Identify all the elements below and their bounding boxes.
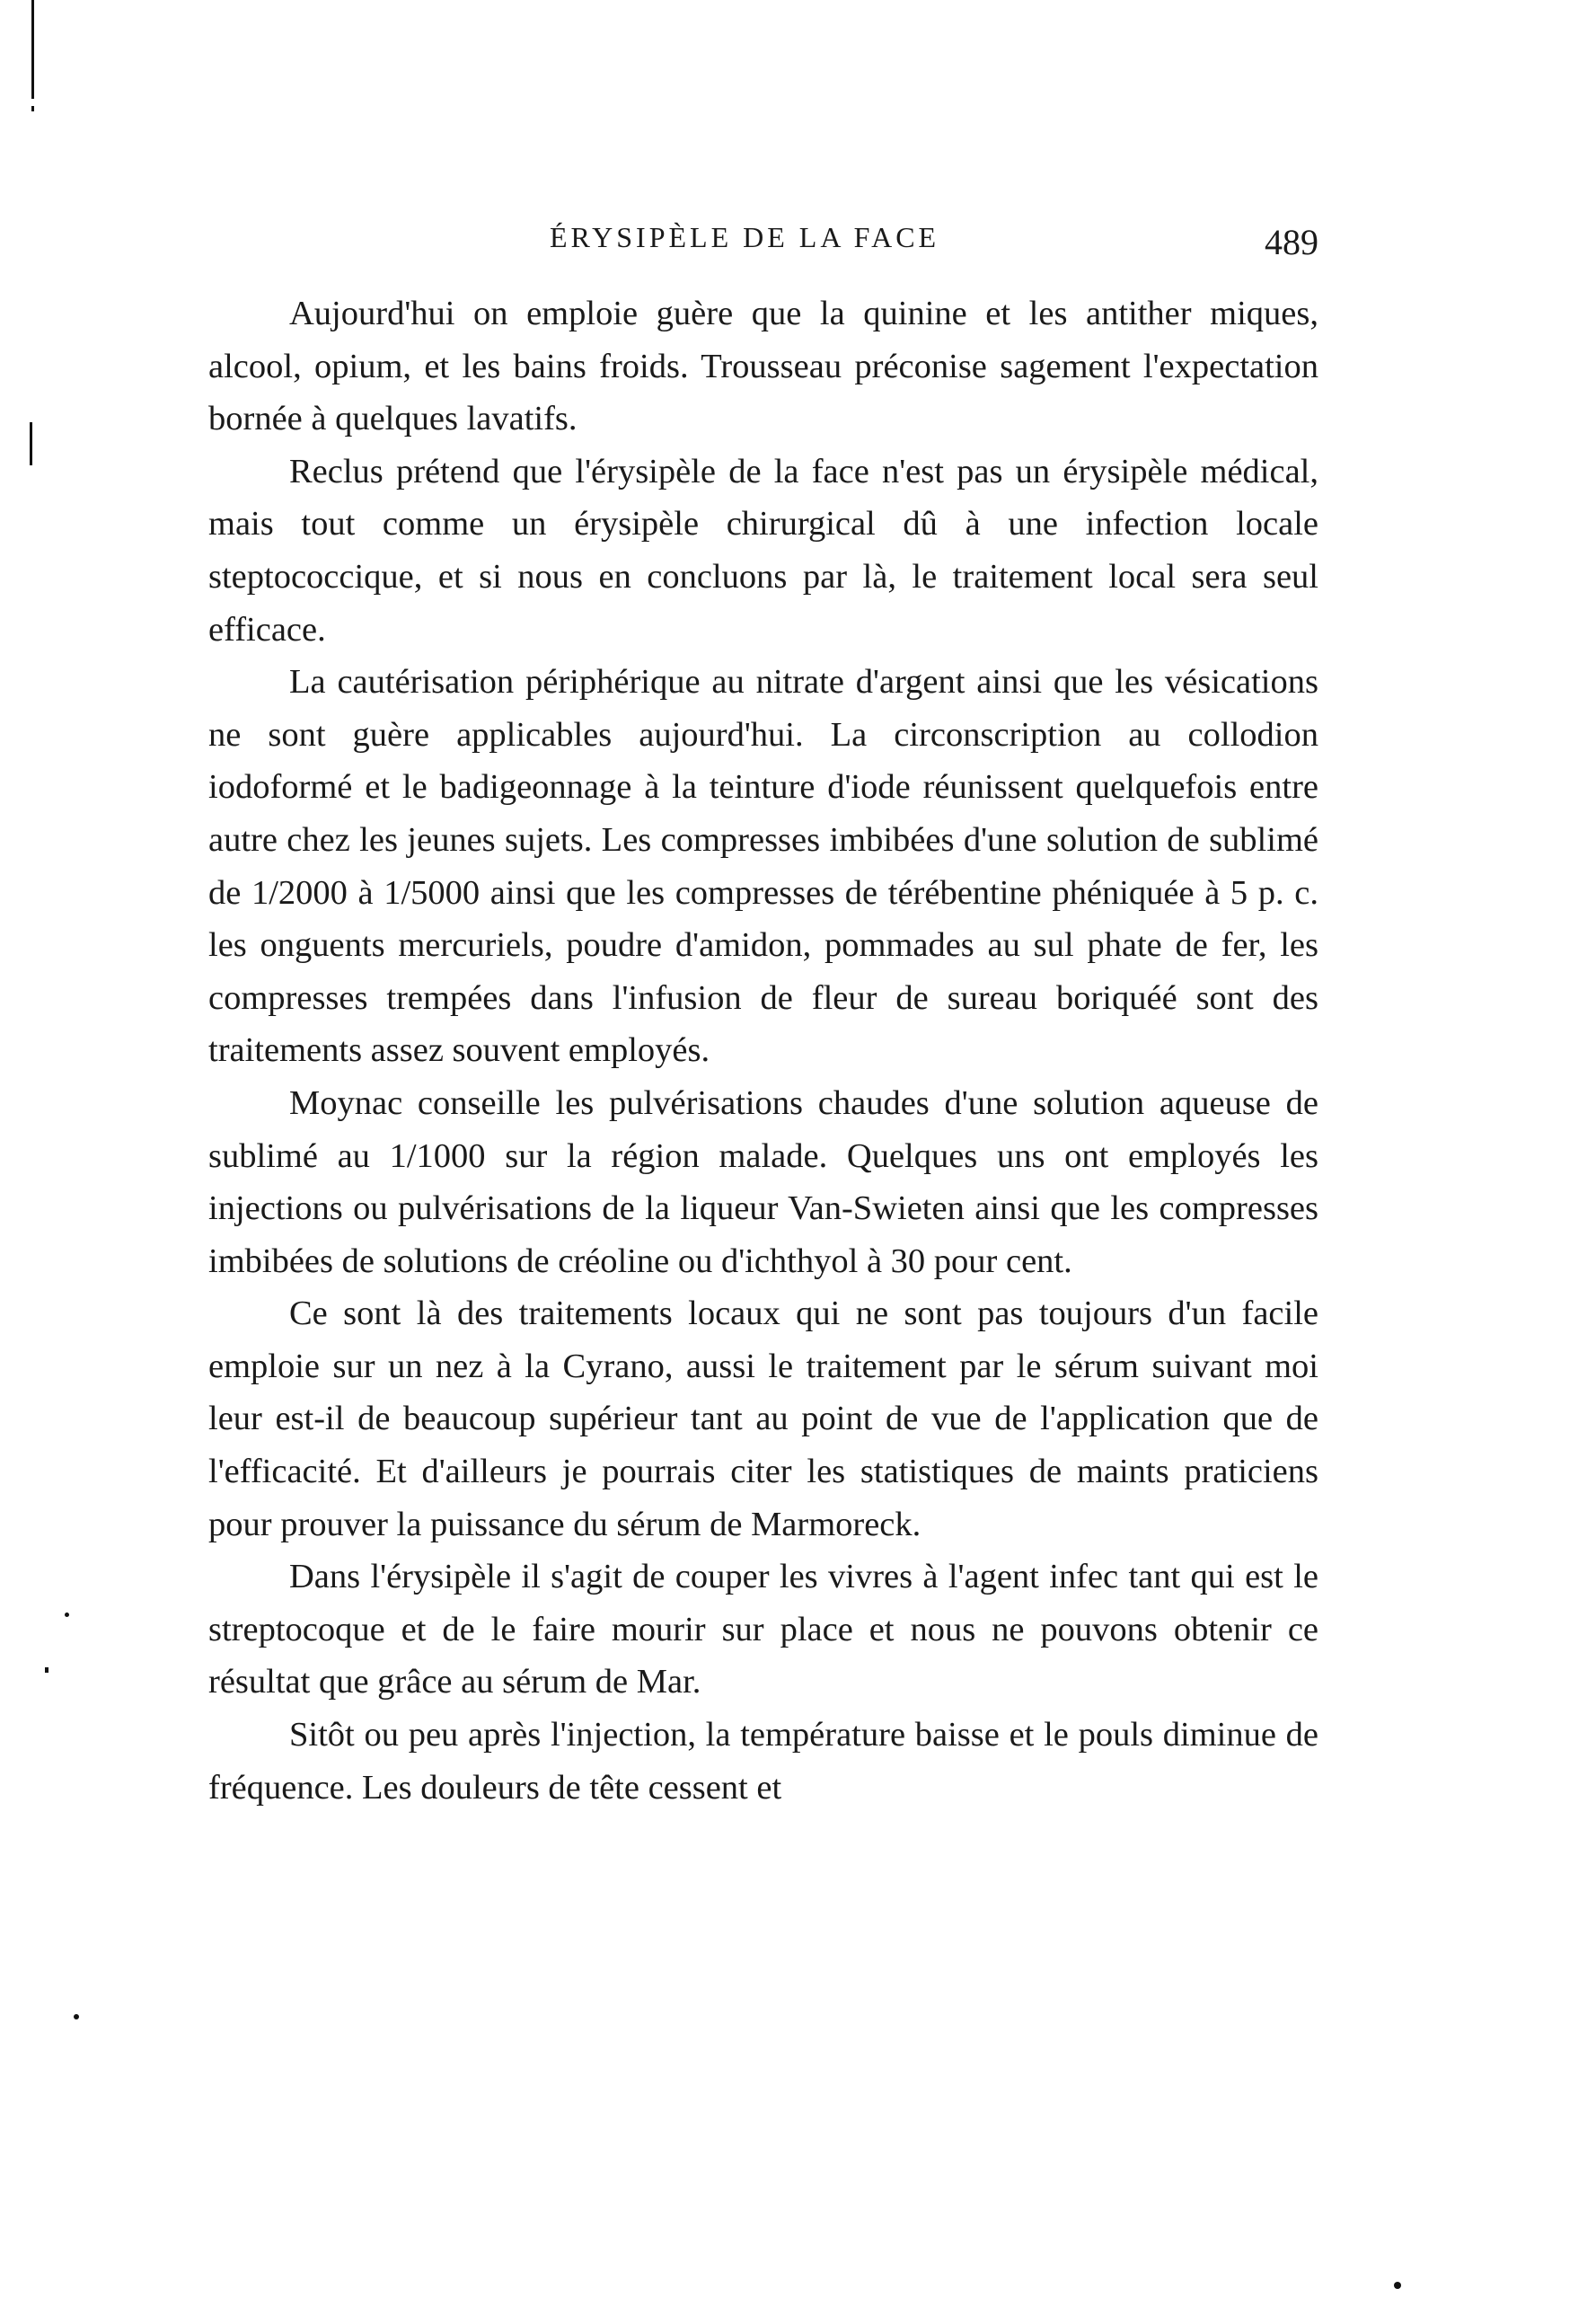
paragraph: Moynac conseille les pulvérisations chaudes d'une solution aqueuse de sublimé au 1/1000 sur la région malade. Quelques uns ont employés les injections ou pulvérisations de la liqueur Van-Swieten ainsi que les compresses imbibées de solutions de créoline ou d'ichthyol à 30 pour cent. (208, 1083, 1318, 1280)
scan-speck (65, 1613, 69, 1617)
paragraph: Aujourd'hui on emploie guère que la quinine et les antither miques, alcool, opium, et les bains froids. Trousseau préconise sagement l'expectation bornée à quelques lavatifs. (208, 295, 1318, 438)
scan-speck (45, 1667, 48, 1673)
body-text (208, 287, 1318, 1814)
scan-speck (1394, 2282, 1401, 2289)
paragraph: Sitôt ou peu après l'injection, la température baisse et le pouls diminue de fréquence. Les douleurs de tête cessent et (208, 1716, 1318, 1807)
scan-margin-mark (31, 0, 34, 99)
paragraph: Ce sont là des traitements locaux qui ne sont pas toujours d'un facile emploie sur un nez à la Cyrano, aussi le traitement par le sérum suivant moi leur est-il de beaucoup supérieur tant au point de vue de l'application que de l'efficacité. Et d'ailleurs je pourrais citer les statistiques de maints praticiens pour prouver la puissance du sérum de Marmoreck. (208, 1295, 1318, 1543)
scan-margin-mark (31, 106, 34, 111)
page-number: 489 (1265, 222, 1318, 262)
scan-speck (74, 2014, 79, 2019)
scan-margin-mark (30, 422, 32, 465)
paragraph: Dans l'érysipèle il s'agit de couper les vivres à l'agent infec tant qui est le streptocoque et de le faire mourir sur place et nous ne pouvons obtenir ce résultat que grâce au sérum de Mar. (208, 1558, 1318, 1701)
page-header (208, 221, 1318, 268)
running-title: ÉRYSIPÈLE DE LA FACE (550, 221, 940, 253)
paragraph: La cautérisation périphérique au nitrate d'argent ainsi que les vésications ne sont guère applicables aujourd'hui. La circonscription au collodion iodoformé et le badigeonnage à la teinture d'iode réunissent quelquefois entre autre chez les jeunes sujets. Les compresses imbibées d'une solution de sublimé de 1/2000 à 1/5000 ainsi que les compresses de térébentine phéniquée à 5 p. c. les onguents mercuriels, poudre d'amidon, pommades au sul phate de fer, les compresses trempées dans l'infusion de fleur de sureau boriquéé sont des traitements assez souvent employés. (208, 663, 1318, 1070)
paragraph: Reclus prétend que l'érysipèle de la face n'est pas un érysipèle médical, mais tout comme un érysipèle chirurgical dû à une infection locale steptococcique, et si nous en concluons par là, le traitement local sera seul efficace. (208, 452, 1318, 649)
